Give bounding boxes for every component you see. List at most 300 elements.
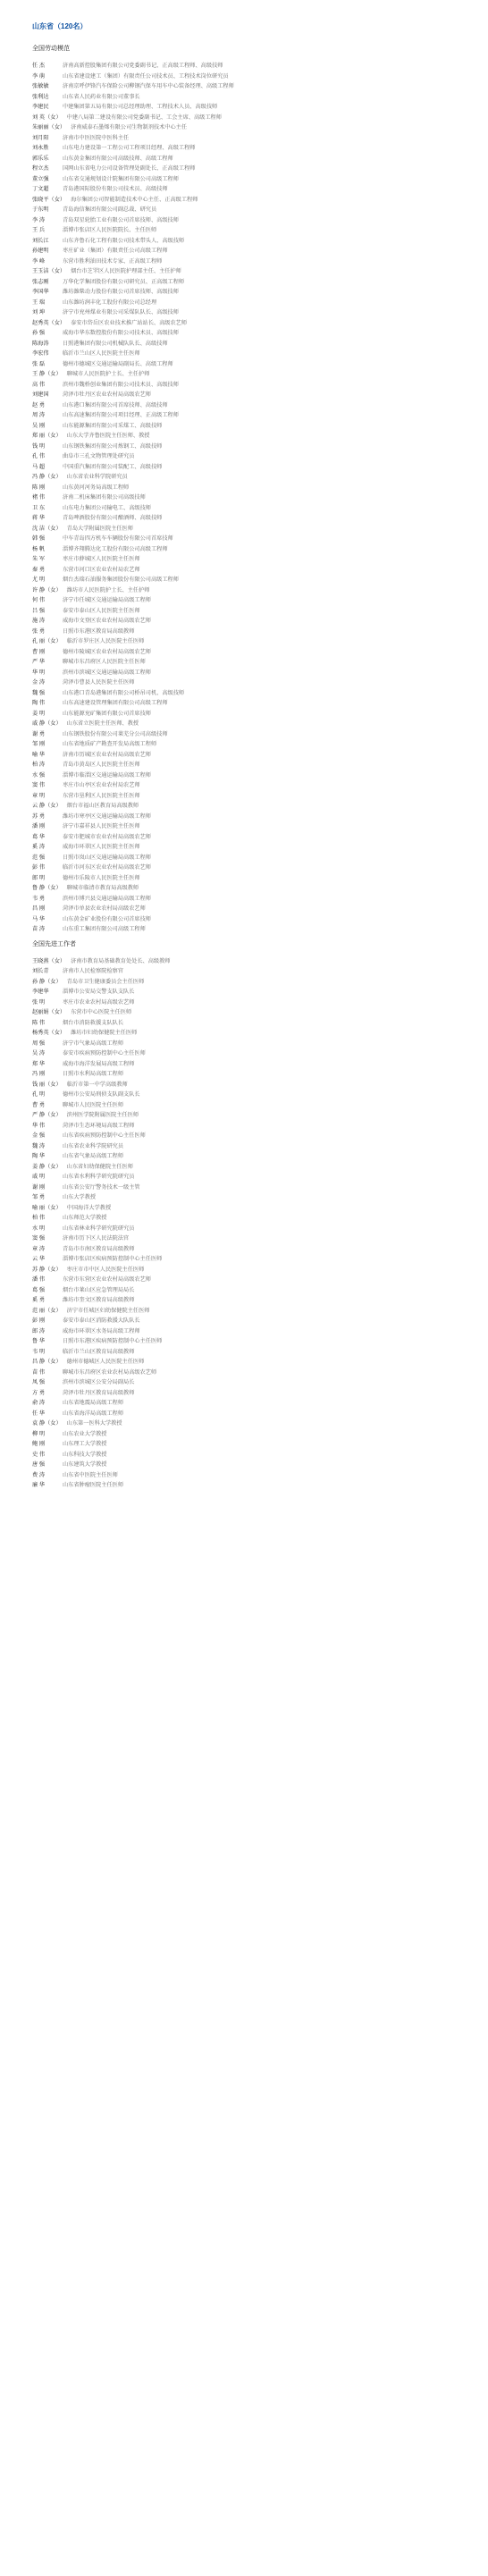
person-description: 烟台杰瑞石油服务集团股份有限公司高级工程师 [63,577,179,583]
person-description: 山东省公安厅警务技术一级主管 [63,1183,140,1191]
person-name: 鲍 刚 [32,1441,46,1447]
person-description: 山东能源集团有限公司采煤工、高级技师 [63,422,163,429]
person-description: 山东钢铁集团有限公司炼钢工、高级技师 [63,442,163,450]
person-name: 张 明 [32,998,46,1006]
person-description: 滨州市滨城区交通运输局高级工程师 [63,669,151,676]
list-item [32,801,456,812]
list-item [32,1203,456,1214]
person-name: 杨秀英（女） [32,1030,66,1036]
list-item [32,298,456,308]
list-item [32,1162,456,1173]
person-name: 喻 华 [32,751,46,758]
person-name: 范 强 [32,854,46,861]
list-item [32,1336,456,1347]
person-description: 山东电力集团公司输电工、高级技师 [63,504,151,511]
person-name: 廉 华 [32,1482,46,1488]
person-description: 临沂市兰山区人民医院主任医师 [63,350,140,357]
list-item [32,719,456,729]
person-name: 韦 明 [32,1348,46,1355]
list-item [32,102,456,113]
person-name: 范 丽（女） [32,1307,62,1314]
person-description: 潍坊市寒亭区交通运输局高级工程师 [63,812,151,820]
list-item [32,513,456,524]
person-description: 青岛市卫生健康委员会主任医师 [66,978,145,985]
person-name: 周 涛 [32,412,46,418]
list-item [32,462,456,473]
person-name: 张志刚 [32,278,49,285]
labor-models-list [32,61,456,935]
list-item [32,215,456,226]
person-description: 山东港口集团有限公司首席技师、高级技师 [63,401,168,408]
section-heading-advanced-workers: 全国先进工作者 [32,940,76,947]
person-description: 烟台市消防救援支队队长 [63,1019,124,1026]
list-item [32,966,456,977]
person-name: 于东明 [32,206,49,213]
list-item [32,1080,456,1090]
list-item [32,1244,456,1255]
list-item [32,924,456,935]
person-description: 山东省人民药业有限公司董事长 [63,93,140,100]
list-item [32,503,456,514]
person-description: 潍坊潍柴动力股份有限公司首席技师、高级技师 [63,289,179,295]
person-description: 潍坊市妇幼保健院主任医师 [71,1030,138,1036]
list-item [32,1480,456,1491]
person-name: 张利达 [32,93,49,100]
person-name: 王玉洁（女） [32,268,66,274]
person-name: 张晓平（女） [32,196,66,203]
person-name: 陶 伟 [32,700,46,706]
person-description: 菏泽市牡丹区农业农村局高级农艺师 [63,391,151,398]
person-name: 孔 伟 [32,453,46,459]
person-description: 东营市垦利区人民医院主任医师 [63,792,140,799]
person-description: 日照市东港区疾病预防控制中心主任医师 [63,1338,163,1344]
person-name: 李 涛 [32,216,46,223]
person-name: 赵秀英（女） [32,319,66,326]
person-description: 潍坊市奎文区教育局高级教师 [63,1297,135,1303]
person-name: 丁文超 [32,186,49,192]
person-description: 枣庄市薛城区人民医院主任医师 [63,556,140,562]
person-name: 周 强 [32,1040,46,1047]
person-description: 滨州市博兴县交通运输局高级工程师 [63,895,151,902]
person-description: 淄博市公安局交警支队支队长 [63,989,135,995]
person-name: 郑 华 [32,1060,46,1067]
person-name: 邹 刚 [32,741,46,747]
list-item [32,627,456,637]
person-name: 潘 刚 [32,823,46,829]
person-name: 葛 华 [32,833,46,840]
person-name: 冯 静（女） [32,474,62,480]
list-item [32,977,456,988]
person-name: 魏 强 [32,689,46,696]
person-name: 孔 丽（女） [32,638,62,644]
person-description: 枣庄市市中区人民医院主任医师 [66,1266,145,1273]
person-description: 山东高速集团有限公司项目经理、正高级工程师 [63,412,179,418]
person-name: 刘 英（女） [32,114,62,121]
list-item [32,832,456,843]
list-item [32,195,456,206]
person-description: 聊城市东昌府区人民医院主任医师 [63,659,146,665]
person-name: 钱 丽（女） [32,1081,62,1088]
person-name: 谢 勇 [32,730,46,737]
person-name: 吕 强 [32,607,46,614]
list-item [32,380,456,391]
person-description: 聊城市临清市教育局高级教师 [66,885,139,891]
list-item [32,328,456,339]
person-name: 韩 强 [32,535,46,542]
list-item [32,174,456,185]
person-description: 德州市乐陵市人民医院主任医师 [63,874,140,881]
person-description: 青岛海信集团有限公司副总裁、研究员 [63,206,157,213]
list-item [32,1368,456,1378]
person-name: 施 涛 [32,618,46,624]
list-item [32,698,456,709]
list-item [32,585,456,596]
list-item [32,400,456,411]
person-name: 王 静（女） [32,371,62,377]
list-item [32,904,456,914]
person-name: 柳 明 [32,1430,46,1437]
person-name: 韦 勇 [32,895,46,902]
list-item [32,1347,456,1358]
list-item [32,1213,456,1224]
list-item [32,339,456,349]
list-item [32,1018,456,1029]
person-description: 淄博市临淄区交通运输局高级工程师 [63,771,151,779]
person-name: 刘长青 [32,968,49,974]
person-name: 程立杰 [32,165,49,172]
list-item [32,565,456,576]
list-item [32,883,456,894]
person-name: 华 明 [32,669,46,676]
list-item [32,81,456,92]
list-item [32,544,456,555]
person-name: 赵丽娟（女） [32,1009,66,1015]
list-item [32,647,456,658]
person-name: 水 强 [32,771,46,779]
list-item [32,1028,456,1039]
person-name: 蒋 华 [32,515,46,521]
person-name: 窦 强 [32,1235,46,1242]
list-item [32,92,456,103]
person-description: 山东省农业科学院研究员 [66,474,128,480]
list-item [32,863,456,873]
list-item [32,616,456,627]
person-name: 钱 明 [32,442,46,450]
list-item [32,72,456,82]
person-name: 华 伟 [32,1122,46,1129]
person-description: 海尔集团公司智能制造技术中心主任、正高级工程师 [71,196,198,203]
list-item [32,554,456,565]
person-name: 袁 静（女） [32,1420,62,1427]
list-item [32,894,456,905]
person-name: 史 伟 [32,1451,46,1458]
person-name: 孙建明 [32,248,49,254]
person-description: 淄博市张店区疾病预防控制中心主任医师 [63,1256,163,1262]
person-name: 沈 洁（女） [32,525,62,532]
person-name: 张 勇 [32,627,46,635]
person-description: 日照市东港区教育局高级教师 [63,627,135,635]
person-description: 青岛大学附属医院主任医师 [66,525,133,532]
person-description: 济南市历城区农业农村局高级农艺师 [63,751,151,758]
section-heading-labor-models: 全国劳动模范 [32,46,70,52]
person-description: 烟台市福山区教育局高级教师 [66,803,139,809]
person-description: 泰安市泰山区人民医院主任医师 [63,607,140,614]
list-item [32,1110,456,1121]
person-name: 苗 伟 [32,1368,46,1376]
person-description: 山东科技大学教授 [63,1451,107,1458]
list-item [32,998,456,1008]
person-description: 山东省地震局高级工程师 [63,1400,124,1406]
person-description: 淄博齐翔腾达化工股份有限公司高级工程师 [63,545,168,552]
list-item [32,914,456,925]
person-description: 淄博市张店区人民医院院长、主任医师 [63,227,157,233]
person-description: 山东能源兖矿集团有限公司首席技师 [63,710,151,717]
person-description: 万华化学集团股份有限公司研究员、正高级工程师 [63,278,185,285]
person-description: 山东电力建设第一工程公司工程项目经理、高级工程师 [63,145,196,151]
list-item [32,442,456,452]
person-description: 德州市陵城区农业农村局高级农艺师 [63,648,151,655]
person-name: 俞 涛 [32,1400,46,1406]
person-description: 枣庄矿业（集团）有限责任公司高级工程师 [63,248,168,254]
person-name: 刘月阳 [32,134,49,141]
person-description: 威海市环翠区人民医院主任医师 [63,844,140,850]
list-item [32,1141,456,1152]
list-item [32,1121,456,1132]
list-item [32,154,456,164]
person-description: 济南市中医医院中医科主任 [63,134,130,141]
person-name: 章 明 [32,792,46,799]
person-name: 陈海涛 [32,340,49,347]
person-name: 昌 静（女） [32,1359,62,1365]
person-description: 青岛港国际股份有限公司技术员、高级技师 [63,186,168,192]
person-name: 孔 明 [32,1091,46,1098]
person-description: 中建八局第二建设有限公司党委副书记、工会主席、高级工程师 [66,114,222,121]
person-description: 德州市德城区交通运输局副局长、高级工程师 [63,360,173,367]
person-name: 窦 伟 [32,782,46,788]
list-item [32,636,456,647]
list-item [32,678,456,688]
list-item [32,760,456,770]
person-description: 山东省中医院主任医师 [63,1471,118,1478]
person-description: 山东省气象局高级工程师 [63,1153,124,1159]
person-description: 山东省地质矿产勘查开发局高级工程师 [63,741,157,747]
list-item [32,1295,456,1306]
person-description: 泰安市肥城市农业农村局高级农艺师 [63,833,151,840]
list-item [32,842,456,853]
person-name: 金 强 [32,1132,46,1139]
person-description: 滨州市魏桥创业集团有限公司技术员、高级技师 [63,381,179,388]
person-description: 青岛市黄岛区人民医院主任医师 [63,762,140,768]
person-description: 山东省建设建工（集团）有限责任公司技术员、工程技术岗位研究员 [63,72,229,80]
person-name: 李国华 [32,289,49,295]
list-item [32,1192,456,1203]
list-item [32,1059,456,1070]
list-item [32,318,456,329]
list-item [32,1357,456,1368]
list-item [32,1007,456,1018]
person-name: 唐 强 [32,1461,46,1468]
list-item [32,1460,456,1470]
person-description: 济南二机床集团有限公司高级技师 [63,494,146,501]
list-item [32,431,456,442]
list-item [32,1285,456,1296]
person-name: 李建华 [32,989,49,995]
list-item [32,451,456,462]
list-item [32,266,456,277]
person-description: 山东建筑大学教授 [63,1461,107,1468]
person-description: 山东第一医科大学教授 [66,1420,122,1427]
person-description: 济宁市嘉祥县人民医院主任医师 [63,823,140,829]
person-description: 济南市教育局基础教育处处长、高级教师 [71,957,171,964]
person-description: 滨州医学院附属医院主任医师 [66,1112,139,1118]
list-item [32,709,456,720]
person-description: 山东黄金矿业股份有限公司首席技师 [63,915,151,922]
person-description: 山东省疾病预防控制中心主任医师 [63,1132,146,1139]
person-description: 山东省水利科学研究院研究员 [63,1174,135,1180]
list-item [32,1306,456,1317]
person-name: 任 华 [32,1410,46,1417]
list-item [32,688,456,699]
list-item [32,143,456,154]
person-description: 山东师范大学教授 [63,1215,107,1221]
person-name: 柏 涛 [32,762,46,768]
person-name: 高 伟 [32,381,46,388]
person-description: 烟台市莱山区应急管理局局长 [63,1286,135,1293]
list-item [32,1100,456,1111]
list-item [32,1254,456,1265]
person-description: 菏泽市曹县人民医院主任医师 [63,679,135,686]
list-item [32,668,456,678]
list-item [32,534,456,544]
list-item [32,1224,456,1234]
list-item [32,1183,456,1193]
list-item [32,277,456,288]
person-name: 刘长江 [32,237,49,244]
list-item [32,390,456,400]
person-name: 邹 勇 [32,1194,46,1200]
person-description: 山东省交通规划设计院集团有限公司高级工程师 [63,175,179,182]
list-item [32,257,456,267]
person-description: 中建集团第五局有限公司总经理助理、工程技术人员、高级技师 [63,104,218,110]
list-item [32,791,456,802]
list-item [32,246,456,257]
advanced-workers-list [32,956,456,1491]
list-item [32,657,456,668]
person-description: 聊城市人民医院护士长、主任护师 [66,371,150,377]
list-item [32,1470,456,1481]
person-name: 王晓燕（女） [32,957,66,964]
person-name: 昌 刚 [32,905,46,912]
person-name: 卫 东 [32,504,46,511]
list-item [32,472,456,483]
person-name: 褚 伟 [32,494,46,501]
person-description: 山东省林业科学研究院研究员 [63,1225,135,1232]
person-name: 冯 刚 [32,1071,46,1077]
person-name: 郎 明 [32,874,46,881]
person-description: 日照港集团有限公司机械队队长、高级技师 [63,340,168,347]
person-name: 王 瑞 [32,299,46,306]
person-name: 云 静（女） [32,803,62,809]
person-description: 山东齐鲁石化工程有限公司技术带头人、高级技师 [63,237,185,244]
list-item [32,483,456,493]
person-description: 山东省立医院主任医师、教授 [66,720,139,727]
person-name: 谢 刚 [32,1183,46,1191]
list-item [32,1398,456,1409]
list-item [32,873,456,884]
person-name: 李 峰 [32,257,46,265]
person-description: 山东黄河河务局高级工程师 [63,484,130,491]
person-description: 菏泽市牡丹区教育局高级教师 [63,1389,135,1396]
person-name: 何 伟 [32,597,46,603]
person-description: 山东高速建设管理集团有限公司高级工程师 [63,700,168,706]
person-name: 戚 静（女） [32,720,62,727]
person-name: 马 华 [32,915,46,922]
person-name: 郭乐乐 [32,155,49,162]
person-name: 苏 勇 [32,812,46,820]
list-item [32,369,456,380]
person-name: 刘 坤 [32,309,46,316]
person-description: 菏泽市单县农业农村局高级农艺师 [63,905,146,912]
person-description: 济南高新控股集团有限公司党委副书记、正高级工程师、高级技师 [63,63,223,69]
person-name: 凤 强 [32,1379,46,1385]
person-description: 山东港口青岛港集团有限公司桥吊司机、高级技师 [63,689,185,696]
person-description: 山东农业大学教授 [63,1430,107,1437]
person-description: 山东理工大学教授 [63,1441,107,1447]
person-description: 日照市岚山区交通运输局高级工程师 [63,854,151,861]
person-name: 鲁 静（女） [32,885,62,891]
list-item [32,1326,456,1337]
list-item [32,307,456,318]
person-description: 山东重工集团有限公司高级工程师 [63,926,146,932]
person-description: 东营市中心医院主任医师 [71,1009,132,1015]
person-name: 陈 伟 [32,1019,46,1026]
list-item [32,1048,456,1059]
person-description: 日照市水利局高级工程师 [63,1071,124,1077]
list-item [32,61,456,72]
person-description: 山东黄金集团有限公司高级技师、高级工程师 [63,155,173,162]
person-description: 滨州市滨城区公安分局副局长 [63,1379,135,1385]
list-item [32,133,456,144]
person-name: 曹 勇 [32,1101,46,1108]
person-description: 青岛啤酒股份有限公司酿酒师、高级技师 [63,515,163,521]
person-name: 王 兵 [32,227,46,233]
person-name: 葛 强 [32,1286,46,1293]
person-description: 临沂市第一中学高级教师 [66,1081,128,1088]
person-description: 枣庄市农业农村局高级农艺师 [63,998,135,1006]
person-name: 陈 刚 [32,484,46,491]
person-name: 朱丽丽（女） [32,124,66,130]
list-item [32,729,456,740]
list-item [32,421,456,432]
list-item [32,1388,456,1399]
list-item [32,164,456,174]
list-item [32,575,456,585]
list-item [32,1151,456,1162]
person-name: 李宏伟 [32,350,49,357]
person-name: 吴 刚 [32,422,46,429]
person-description: 济宁市任城区交通运输局高级工程师 [63,597,151,603]
person-description: 泰安市疾病预防控制中心主任医师 [63,1050,146,1056]
list-item [32,1409,456,1419]
list-item [32,1265,456,1275]
person-description: 中车青岛四方机车车辆股份有限公司首席技师 [63,535,173,542]
person-name: 孙 静（女） [32,978,62,985]
list-item [32,1172,456,1183]
person-description: 烟台市芝罘区人民医院护理部主任、主任护师 [71,268,181,274]
person-name: 孙 强 [32,330,46,336]
person-name: 严 静（女） [32,1112,62,1118]
list-item [32,1439,456,1450]
